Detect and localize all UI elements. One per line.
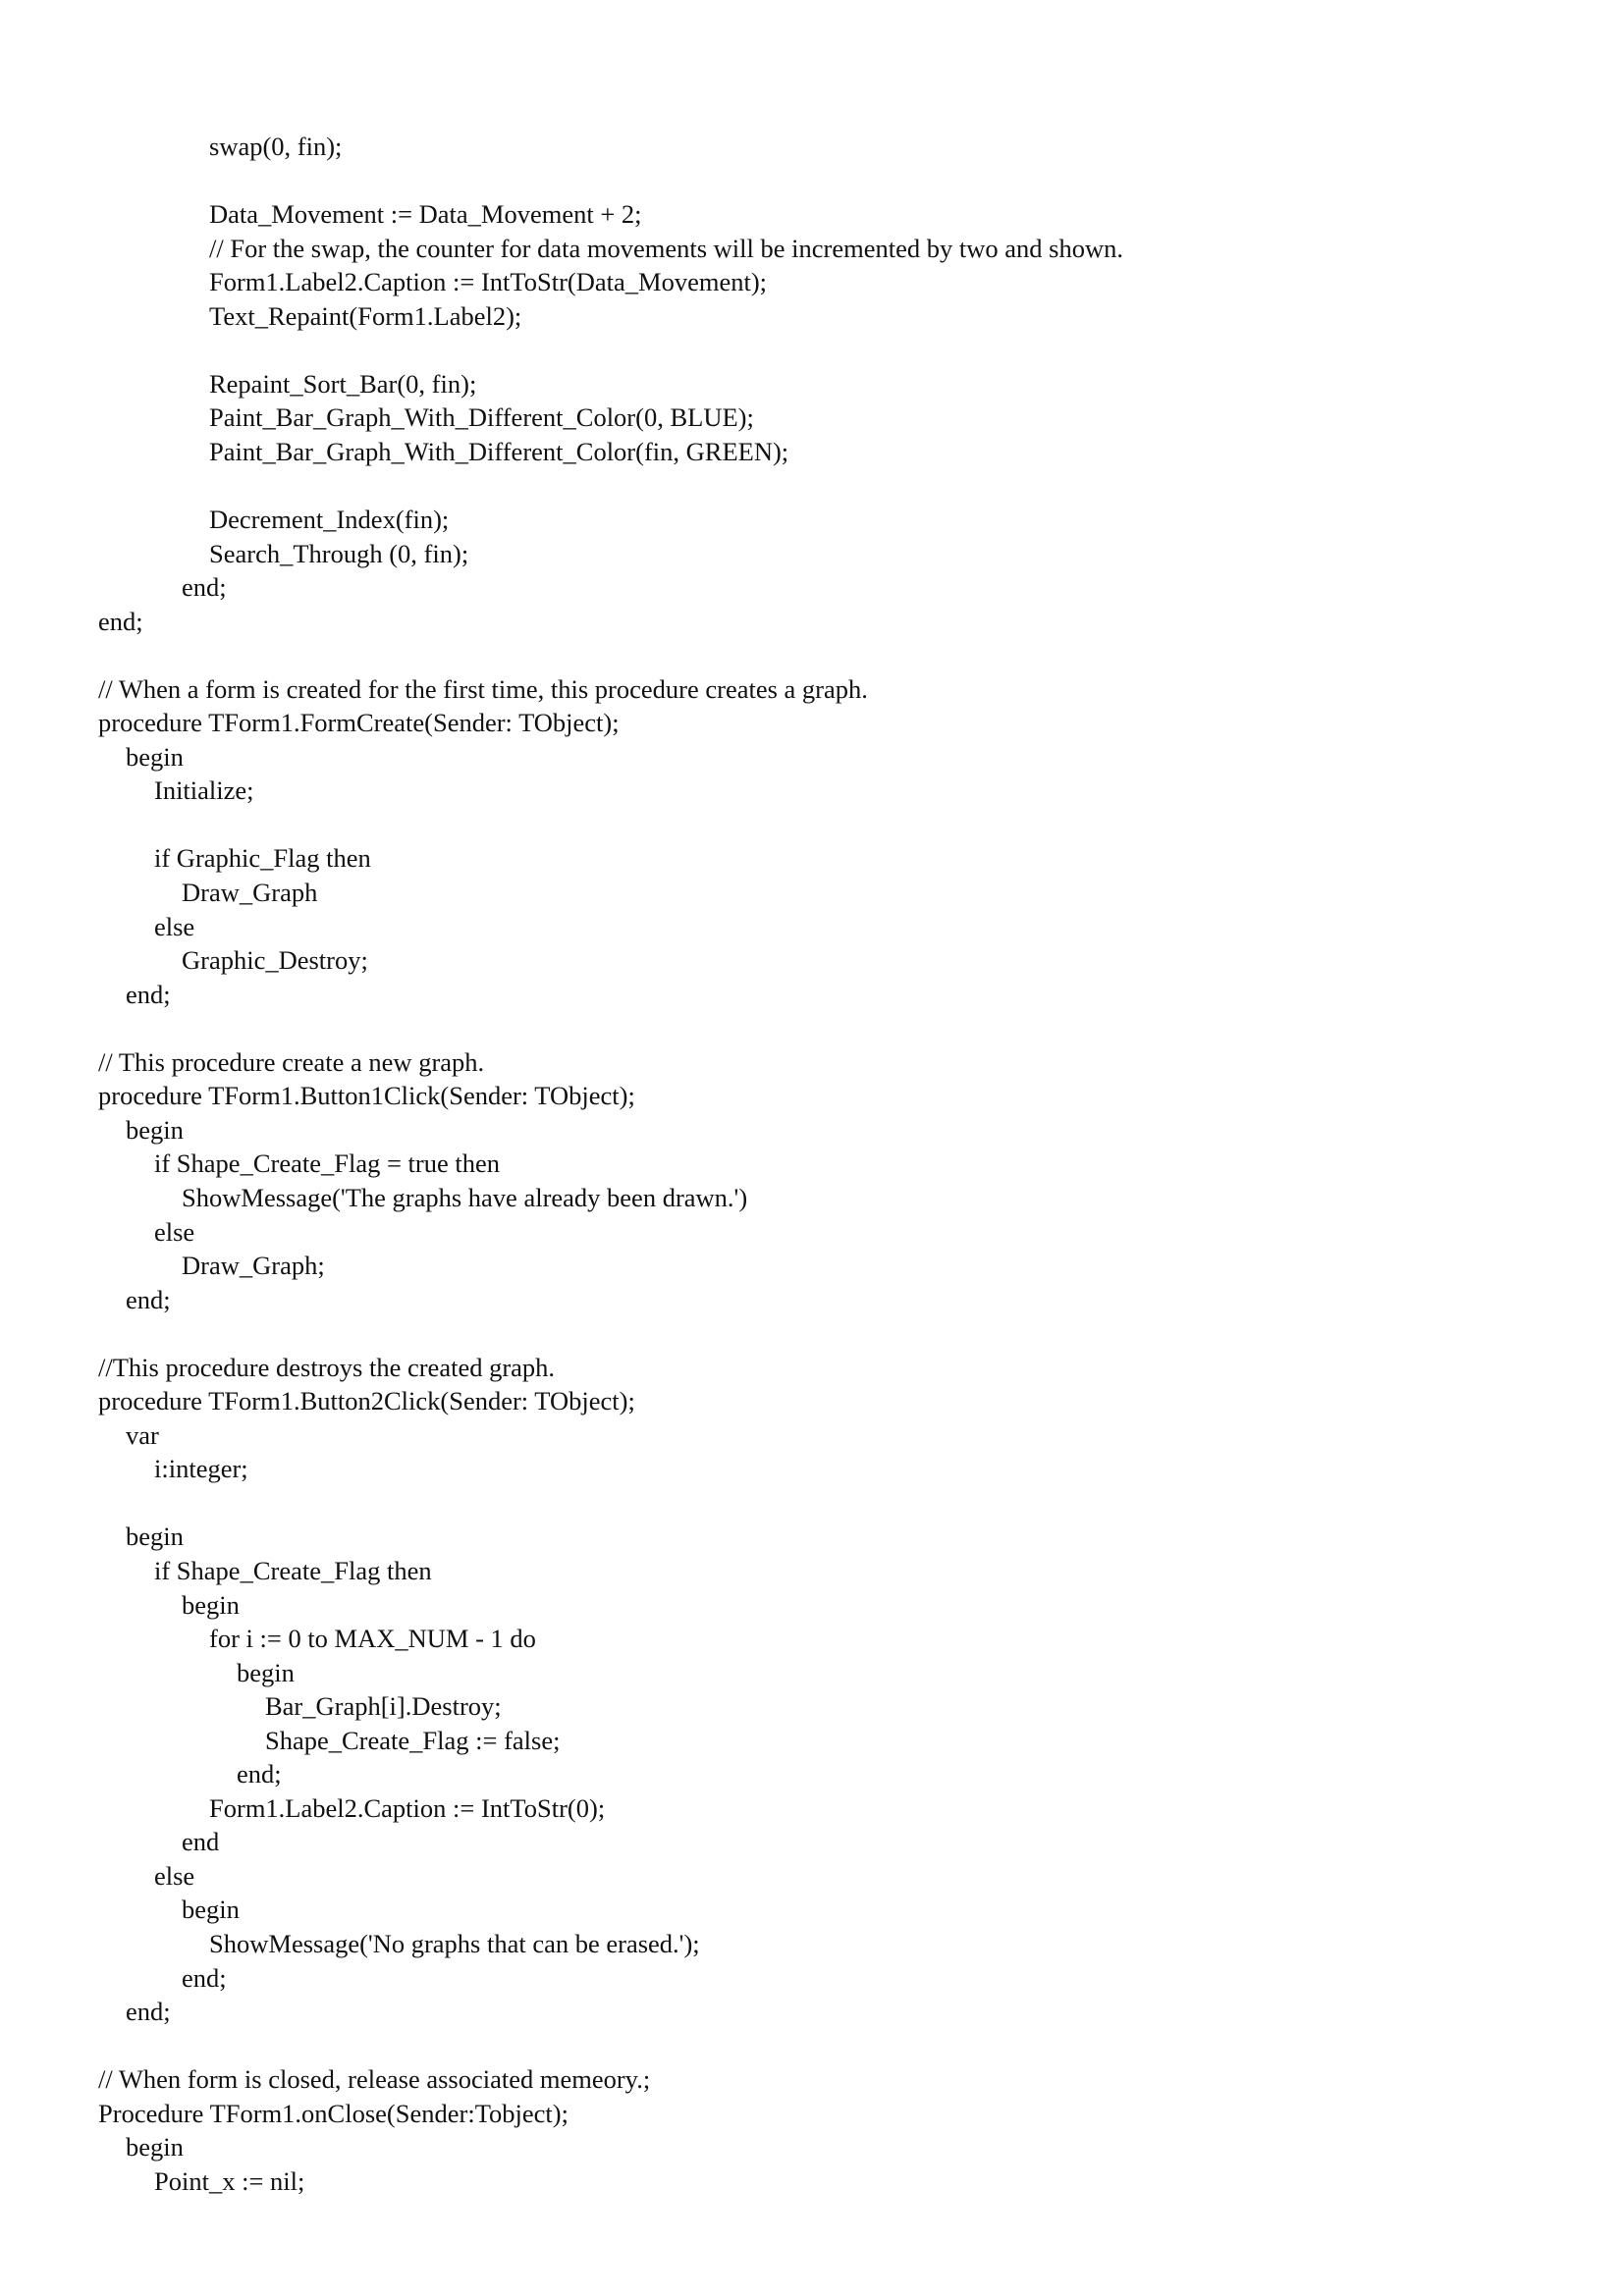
code-line: Search_Through (0, fin); bbox=[209, 538, 469, 568]
code-line: Form1.Label2.Caption := IntToStr(Data_Movement); bbox=[209, 267, 768, 297]
code-line: begin bbox=[182, 1589, 240, 1620]
code-line: Draw_Graph bbox=[182, 878, 318, 908]
code-line: Procedure TForm1.onClose(Sender:Tobject); bbox=[98, 2098, 568, 2128]
code-line: //This procedure destroys the created graph. bbox=[98, 1352, 556, 1382]
code-line: else bbox=[154, 1216, 195, 1247]
code-line: begin bbox=[126, 2132, 184, 2163]
code-line: Repaint_Sort_Bar(0, fin); bbox=[209, 368, 477, 399]
code-line: else bbox=[154, 1860, 195, 1891]
code-line: begin bbox=[126, 1114, 184, 1145]
code-line: Decrement_Index(fin); bbox=[209, 505, 450, 535]
blank-line bbox=[98, 638, 1571, 672]
code-line: else bbox=[154, 911, 195, 941]
code-line: procedure TForm1.FormCreate(Sender: TObject); bbox=[98, 708, 620, 738]
code-line: // When a form is created for the first time, this procedure creates a graph. bbox=[98, 673, 868, 704]
code-line: end bbox=[182, 1827, 220, 1857]
code-line: ShowMessage('The graphs have already been drawn.') bbox=[182, 1182, 748, 1212]
code-line: Data_Movement := Data_Movement + 2; bbox=[209, 199, 642, 230]
blank-line bbox=[98, 2029, 1571, 2063]
code-line: Point_x := nil; bbox=[154, 2165, 305, 2196]
code-line: Paint_Bar_Graph_With_Different_Color(0, BLUE); bbox=[209, 402, 754, 433]
blank-line bbox=[98, 333, 1571, 367]
code-line: // For the swap, the counter for data movements will be incremented by two and shown. bbox=[209, 233, 1123, 263]
code-line: if Graphic_Flag then bbox=[154, 843, 371, 874]
code-line: Initialize; bbox=[154, 775, 254, 806]
code-line: var bbox=[126, 1419, 159, 1450]
code-line: Paint_Bar_Graph_With_Different_Color(fin, GREEN); bbox=[209, 436, 789, 466]
code-line: end; bbox=[237, 1759, 282, 1789]
blank-line bbox=[98, 1486, 1571, 1521]
code-line: Bar_Graph[i].Destroy; bbox=[265, 1691, 502, 1722]
blank-line bbox=[98, 1316, 1571, 1351]
blank-line bbox=[98, 164, 1571, 198]
code-line: swap(0, fin); bbox=[209, 132, 343, 161]
code-line: Form1.Label2.Caption := IntToStr(0); bbox=[209, 1792, 606, 1823]
code-line: end; bbox=[126, 1997, 171, 2027]
code-line: procedure TForm1.Button2Click(Sender: TObject); bbox=[98, 1386, 635, 1416]
code-line: begin bbox=[126, 1522, 184, 1552]
code-line: procedure TForm1.Button1Click(Sender: TObject); bbox=[98, 1081, 635, 1111]
code-line: Text_Repaint(Form1.Label2); bbox=[209, 300, 522, 331]
code-line: ShowMessage('No graphs that can be erased.'); bbox=[209, 1928, 700, 1958]
code-line: Graphic_Destroy; bbox=[182, 945, 368, 976]
code-listing bbox=[98, 130, 1571, 2198]
code-line: begin bbox=[182, 1895, 240, 1925]
code-line: end; bbox=[126, 979, 171, 1009]
code-line: end; bbox=[98, 606, 143, 636]
code-line: begin bbox=[237, 1657, 295, 1687]
code-line: Shape_Create_Flag := false; bbox=[265, 1725, 561, 1755]
code-line: Draw_Graph; bbox=[182, 1251, 325, 1281]
code-line: if Shape_Create_Flag then bbox=[154, 1555, 432, 1585]
blank-line bbox=[98, 468, 1571, 503]
code-line: begin bbox=[126, 741, 184, 772]
code-line: for i := 0 to MAX_NUM - 1 do bbox=[209, 1624, 536, 1654]
code-line: // This procedure create a new graph. bbox=[98, 1046, 485, 1077]
code-line: if Shape_Create_Flag = true then bbox=[154, 1148, 500, 1179]
code-line: end; bbox=[126, 1284, 171, 1314]
code-line: end; bbox=[182, 1962, 227, 1993]
code-line: // When form is closed, release associated memeory.; bbox=[98, 2064, 651, 2095]
blank-line bbox=[98, 808, 1571, 842]
code-line: end; bbox=[182, 572, 227, 603]
code-line: i:integer; bbox=[154, 1454, 248, 1484]
blank-line bbox=[98, 1011, 1571, 1045]
